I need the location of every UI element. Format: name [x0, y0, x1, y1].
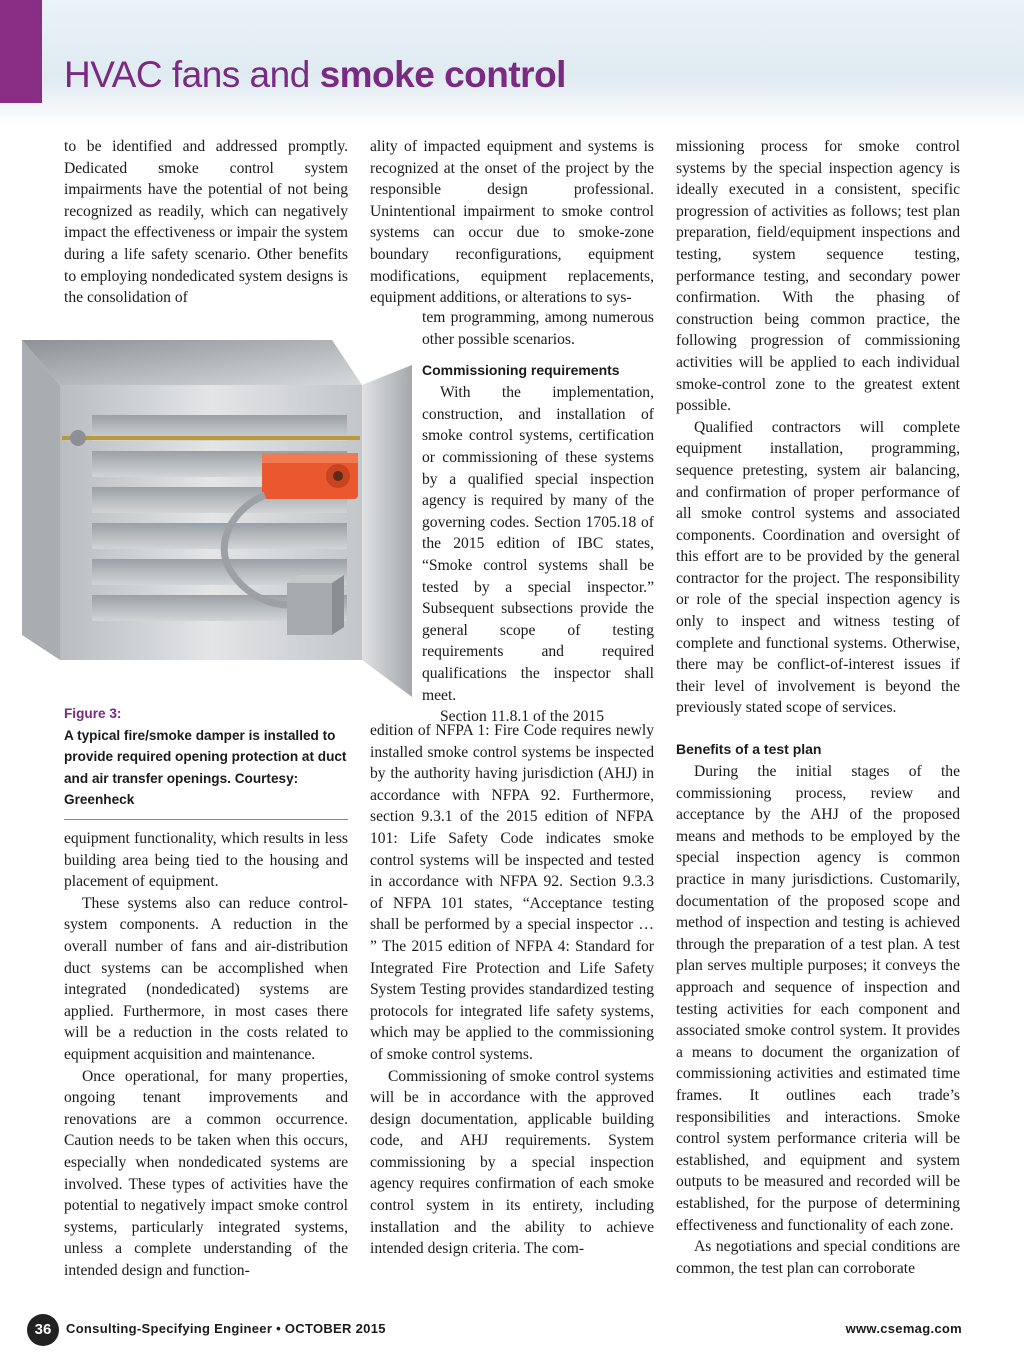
page-number: 36 [27, 1314, 59, 1346]
column-3 [676, 136, 960, 1279]
title-light: HVAC fans and [64, 54, 320, 95]
figure-caption [64, 703, 348, 811]
paragraph: These systems also can reduce control-system components. A reduction in the overall number of fans and air-distribution duct systems can be accomplished when integrated (nondedicated) systems are applied. Furthermore, in most cases there will be a reduction in the costs related to equipment acquisition and maintenance. [64, 894, 348, 1063]
caption-divider [64, 819, 348, 820]
website-link[interactable]: www.csemag.com [845, 1321, 962, 1336]
paragraph: As negotiations and special conditions are common, the test plan can corroborate [676, 1238, 960, 1277]
damper-top-face [22, 340, 362, 385]
column-2-bottom [370, 720, 654, 1260]
figure-label: Figure 3: [64, 706, 122, 721]
section-heading: Benefits of a test plan [676, 741, 822, 758]
column-2-middle [422, 307, 654, 728]
title-bold: smoke control [319, 54, 566, 95]
paragraph: Commissioning of smoke control systems will be in accordance with the approved design documentation, applicable building code, and AHJ requirements. System commissioning by a special inspection agency requires confirmation of each smoke control system in its entirety, including installation and the ability to achieve intended design criteria. The com- [370, 1067, 654, 1258]
paragraph: With the implementation, construction, and installation of smoke control systems, certification or commissioning of these systems by a qualified special inspection agency is required by many of the governing codes. Section 1705.18 of the 2015 edition of IBC states, “Smoke control systems shall be tested by a special inspector.” Subsequent subsections provide the general scope of testing requirements and required qualifications the inspector shall meet. [422, 384, 654, 704]
column-1-top [64, 136, 348, 309]
publication-line: Consulting-Specifying Engineer • OCTOBER 2015 [66, 1321, 386, 1336]
damper-left-face [22, 340, 60, 660]
column-2-top [370, 136, 654, 309]
paragraph: During the initial stages of the commissioning process, review and acceptance by the AHJ of the proposed means and methods to be employed by the special inspection agency is common practice in many jurisdictions. Customarily, documentation of the proposed scope and method of inspection and testing is achieved through the preparation of a test plan. A test plan serves multiple purposes; it conveys the approach and sequence of inspection and testing activities for each component and associated smoke control system. It provides a means to document the organization of commissioning activities and estimated time frames. It outlines each trade’s responsibilities and interactions. Smoke control system performance criteria will be established, and equipment and system outputs to be measured and recorded will be established, for the purpose of determining effectiveness and functionality of each zone. [676, 763, 960, 1234]
paragraph: missioning process for smoke control systems by the special inspection agency is ideally executed in a consistent, specific progression of activities as follows; test plan preparation, field/equipment inspections and testing, system sequence testing, performance testing, and secondary power confirmation. With the phasing of construction being common practice, the following progression of commissioning activities will be applied to each individual smoke-control zone to the greatest extent possible. [676, 138, 960, 415]
column-1-bottom [64, 828, 348, 1281]
paragraph: equipment functionality, which results in less building area being tied to the housing and placement of equipment. [64, 830, 348, 891]
actuator-motor [262, 453, 358, 499]
page-footer [0, 1312, 1024, 1346]
section-color-bar [0, 0, 42, 103]
paragraph: Section 11.8.1 of the 2015 [440, 708, 605, 726]
page-title [64, 56, 566, 93]
rod-bracket [70, 430, 86, 446]
junction-box [287, 575, 344, 635]
paragraph: to be identified and addressed promptly. Dedicated smoke control system impairments have the potential of not being recognized as readily, which can negatively impact the effectiveness or impair the system during a life safety scenario. Other benefits to employing nondedicated system designs is the consolidation of [64, 138, 348, 307]
paragraph: edition of NFPA 1: Fire Code requires newly installed smoke control systems be inspected by the authority having jurisdiction (AHJ) in accordance with NFPA 92. Furthermore, section 9.3.1 of the 2015 edition of NFPA 101: Life Safety Code indicates smoke control systems will be inspected and tested in accordance with NFPA 92. Section 9.3.3 of NFPA 101 states, “Acceptance testing shall be performed by a special inspector … ” The 2015 edition of NFPA 4: Standard for Integrated Fire Protection and Life Safety System Testing provides standardized testing protocols for integrated life safety systems, which may be applied to the commissioning of smoke control systems. [370, 722, 654, 1063]
paragraph: tem programming, among numerous other possible scenarios. [422, 309, 654, 348]
figure-caption-text: A typical fire/smoke damper is installed to provide required opening protection at duct and air transfer openings. Courtesy: Greenheck [64, 727, 347, 808]
paragraph: Qualified contractors will complete equipment installation, programming, sequence pretesting, system air balancing, and confirmation of proper performance of all smoke control systems and associated components. Coordination and oversight of this effort are to be provided by the general contractor for the project. The responsibility or role of the special inspection agency is only to inspect and witness testing of complete and functional systems. Otherwise, there may be conflict-of-interest issues if their level of involvement is beyond the previously stated scope of services. [676, 418, 960, 717]
damper-side-face [362, 365, 412, 697]
fire-smoke-damper-illustration [0, 305, 420, 697]
section-heading: Commissioning requirements [422, 362, 620, 379]
paragraph: Once operational, for many properties, ongoing tenant improvements and renovations are a common occurrence. Caution needs to be taken when this occurs, especially when nondedicated systems are involved. These types of activities have the potential to negatively impact smoke control systems, particularly integrated systems, unless a complete understanding of the intended design and function- [64, 1067, 348, 1279]
paragraph: ality of impacted equipment and systems is recognized at the onset of the project by the responsible design professional. Unintentional impairment to smoke control systems can occur due to smoke-zone boundary reconfigurations, equipment modifications, equipment replacements, equipment additions, or alterations to sys- [370, 138, 654, 307]
